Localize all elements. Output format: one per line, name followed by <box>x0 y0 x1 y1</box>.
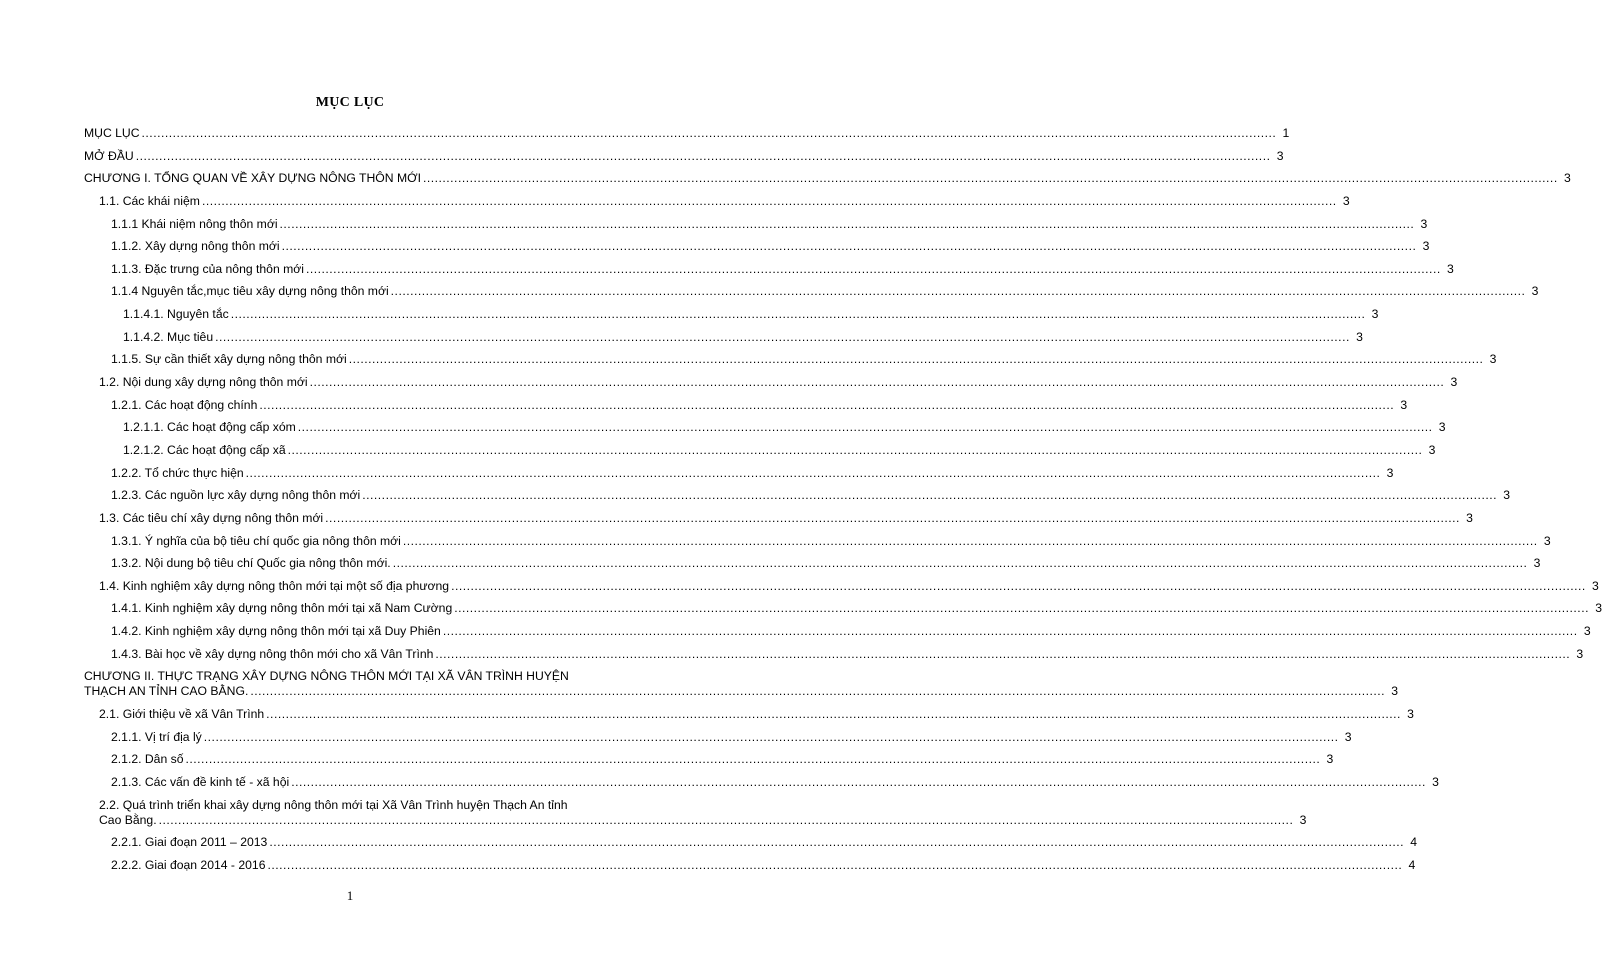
toc-leader-dots <box>443 624 1578 639</box>
toc-leader-dots <box>325 511 1460 526</box>
toc-entry[interactable] <box>84 578 1599 594</box>
toc-leader-dots <box>266 707 1401 722</box>
toc-entry[interactable] <box>84 729 1352 745</box>
toc-entry-page: 3 <box>1438 420 1446 435</box>
toc-leader-dots <box>186 752 1321 767</box>
toc-entry-page: 3 <box>1533 556 1541 571</box>
toc-entry[interactable] <box>84 835 1418 850</box>
toc-entry-label: CHƯƠNG I. TỔNG QUAN VỀ XÂY DỰNG NÔNG THÔN MỚI <box>84 171 421 186</box>
toc-entry-page: 4 <box>1408 857 1416 872</box>
toc-leader-dots <box>280 217 1415 232</box>
toc-entry[interactable] <box>84 465 1394 481</box>
toc-entry-page: 3 <box>1400 397 1408 412</box>
toc-entry-label-continued: Cao Bằng. <box>99 812 157 827</box>
toc-entry[interactable] <box>84 624 1591 639</box>
toc-entry-page: 3 <box>1299 812 1307 827</box>
toc-entry[interactable] <box>84 375 1458 390</box>
toc-entry[interactable] <box>84 510 1473 526</box>
toc-entry-page: 3 <box>1595 601 1602 616</box>
toc-leader-dots <box>231 307 1366 322</box>
toc-entry-label: 1.2.1.1. Các hoạt động cấp xóm <box>123 420 296 435</box>
toc-entry-page: 3 <box>1543 533 1551 548</box>
page-title: MỤC LỤC <box>315 95 385 110</box>
toc-entry-page: 3 <box>1356 329 1363 344</box>
toc-entry[interactable] <box>84 774 1439 790</box>
toc-entry[interactable] <box>84 307 1379 322</box>
toc-leader-dots <box>349 352 1484 367</box>
toc-entry[interactable] <box>84 533 1551 549</box>
toc-leader-dots <box>423 171 1558 186</box>
table-of-contents <box>84 126 1602 881</box>
toc-entry-label: 1.1.4 Nguyên tắc,mục tiêu xây dựng nông thôn mới <box>111 284 389 299</box>
toc-entry[interactable] <box>84 239 1430 254</box>
toc-entry-label: MỤC LỤC <box>84 126 140 140</box>
toc-leader-dots <box>269 835 1404 850</box>
toc-entry-label: 1.2.1. Các hoạt động chính <box>111 397 258 412</box>
toc-entry[interactable] <box>84 669 1399 699</box>
toc-entry-page: 3 <box>1466 510 1473 525</box>
toc-entry-label: 1.4.1. Kinh nghiệm xây dựng nông thôn mới tại xã Nam Cường <box>111 601 453 616</box>
toc-entry[interactable] <box>84 261 1454 277</box>
toc-entry[interactable] <box>84 329 1363 345</box>
toc-entry-page: 3 <box>1386 465 1394 480</box>
toc-entry-label: 1.1. Các khái niệm <box>99 193 200 208</box>
toc-leader-dots <box>451 579 1586 594</box>
toc-entry-label: 1.1.5. Sự cần thiết xây dựng nông thôn mới <box>111 352 347 367</box>
toc-entry-label: 2.1.1. Vị trí địa lý <box>111 729 202 744</box>
toc-leader-dots <box>282 239 1417 254</box>
toc-leader-dots <box>291 775 1426 790</box>
toc-entry[interactable] <box>84 488 1510 503</box>
toc-leader-dots <box>310 375 1445 390</box>
toc-leader-dots <box>435 647 1570 662</box>
toc-entry-label: 1.1.2. Xây dựng nông thôn mới <box>111 239 280 254</box>
toc-leader-dots <box>362 488 1497 503</box>
toc-leader-dots <box>306 262 1441 277</box>
toc-leader-dots <box>246 466 1381 481</box>
toc-entry-page: 3 <box>1531 284 1539 299</box>
toc-entry[interactable] <box>84 352 1497 367</box>
toc-leader-dots <box>288 443 1423 458</box>
toc-entry-label: 1.2.1.2. Các hoạt động cấp xã <box>123 442 286 457</box>
toc-entry-page: 3 <box>1503 488 1510 503</box>
toc-leader-dots <box>403 534 1538 549</box>
toc-leader-dots <box>202 194 1337 209</box>
toc-entry[interactable] <box>84 284 1539 299</box>
toc-entry[interactable] <box>84 397 1408 413</box>
toc-entry-label: 2.2.2. Giai đoạn 2014 - 2016 <box>111 857 266 872</box>
toc-entry-page: 3 <box>1420 216 1428 231</box>
toc-entry-page: 3 <box>1407 707 1414 722</box>
toc-entry-label: 2.1.2. Dân số <box>111 752 184 767</box>
toc-entry-page: 3 <box>1391 684 1399 699</box>
toc-entry-label: 1.4.2. Kinh nghiệm xây dựng nông thôn mới tại xã Duy Phiên <box>111 624 441 639</box>
toc-entry-page: 3 <box>1422 239 1430 254</box>
toc-entry-label: 1.1.1 Khái niệm nông thôn mới <box>111 216 278 231</box>
toc-entry-label: 1.4.3. Bài học về xây dựng nông thôn mới cho xã Vân Trình <box>111 646 434 661</box>
toc-entry-label: 1.1.4.1. Nguyên tắc <box>123 307 229 322</box>
toc-entry-label: MỞ ĐẦU <box>84 148 134 163</box>
toc-entry[interactable] <box>84 148 1284 164</box>
toc-entry-label: CHƯƠNG II. THỰC TRẠNG XÂY DỰNG NÔNG THÔN MỚI TẠI XÃ VÂN TRÌNH HUYỆN <box>84 669 569 684</box>
toc-leader-dots <box>159 813 1294 828</box>
toc-entry-page: 3 <box>1592 578 1599 593</box>
toc-entry[interactable] <box>84 601 1602 616</box>
toc-entry-page: 3 <box>1576 646 1584 661</box>
toc-entry-label-continued: THẠCH AN TỈNH CAO BẰNG. <box>84 684 249 699</box>
toc-leader-dots <box>393 556 1528 571</box>
toc-entry-page: 3 <box>1342 193 1350 208</box>
toc-entry-label: 2.2. Quá trình triển khai xây dựng nông thôn mới tại Xã Vân Trình huyện Thạch An tỉnh <box>99 797 568 812</box>
page-number: 1 <box>346 888 354 903</box>
toc-entry[interactable] <box>84 420 1446 435</box>
toc-entry[interactable] <box>84 442 1436 458</box>
toc-entry[interactable] <box>84 707 1414 722</box>
toc-entry-label: 2.2.1. Giai đoạn 2011 – 2013 <box>111 835 268 850</box>
toc-entry-page: 3 <box>1446 261 1454 276</box>
toc-leader-dots <box>259 398 1394 413</box>
toc-entry-page: 4 <box>1410 835 1418 850</box>
toc-entry-label: 1.1.3. Đặc trưng của nông thôn mới <box>111 261 304 276</box>
toc-entry-page: 3 <box>1450 375 1458 390</box>
toc-entry-page: 3 <box>1276 148 1284 163</box>
toc-entry[interactable] <box>84 797 1307 828</box>
toc-entry-label: 1.2. Nội dung xây dựng nông thôn mới <box>99 375 308 390</box>
toc-leader-dots <box>204 730 1339 745</box>
toc-leader-dots <box>391 284 1526 299</box>
toc-entry[interactable] <box>84 216 1428 232</box>
toc-leader-dots <box>142 126 1277 141</box>
toc-entry-label: 2.1.3. Các vấn đề kinh tế - xã hội <box>111 774 290 789</box>
toc-entry-label: 1.3. Các tiêu chí xây dựng nông thôn mới <box>99 510 324 525</box>
toc-entry-page: 1 <box>1282 126 1290 140</box>
toc-entry[interactable] <box>84 193 1350 209</box>
toc-entry-page: 3 <box>1432 774 1439 789</box>
toc-leader-dots <box>454 601 1589 616</box>
toc-entry-page: 3 <box>1428 442 1436 457</box>
toc-entry[interactable] <box>84 646 1584 662</box>
toc-entry-page: 3 <box>1371 307 1379 322</box>
toc-leader-dots <box>136 149 1271 164</box>
toc-leader-dots <box>298 420 1433 435</box>
toc-entry-label: 1.3.1. Ý nghĩa của bộ tiêu chí quốc gia nông thôn mới <box>111 533 401 548</box>
toc-entry-page: 3 <box>1326 752 1334 767</box>
toc-entry[interactable] <box>84 126 1290 141</box>
toc-entry[interactable] <box>84 752 1334 767</box>
toc-entry-label: 1.2.3. Các nguồn lực xây dựng nông thôn mới <box>111 488 361 503</box>
toc-entry-page: 3 <box>1489 352 1497 367</box>
toc-entry[interactable] <box>84 556 1541 571</box>
toc-entry-page: 3 <box>1563 171 1571 186</box>
toc-entry-label: 2.1. Giới thiệu về xã Vân Trình <box>99 707 265 722</box>
toc-entry-page: 3 <box>1344 729 1352 744</box>
toc-entry[interactable] <box>84 857 1416 873</box>
toc-entry-label: 1.2.2. Tổ chức thực hiện <box>111 465 244 480</box>
toc-leader-dots <box>268 858 1403 873</box>
toc-entry-page: 3 <box>1583 624 1591 639</box>
toc-leader-dots <box>250 684 1385 699</box>
toc-entry-label: 1.1.4.2. Mục tiêu <box>123 329 214 344</box>
toc-entry-label: 1.4. Kinh nghiệm xây dựng nông thôn mới tại một số địa phương <box>99 578 450 593</box>
toc-leader-dots <box>215 330 1350 345</box>
toc-entry-label: 1.3.2. Nội dung bộ tiêu chí Quốc gia nông thôn mới. <box>111 556 391 571</box>
toc-entry[interactable] <box>84 171 1571 186</box>
